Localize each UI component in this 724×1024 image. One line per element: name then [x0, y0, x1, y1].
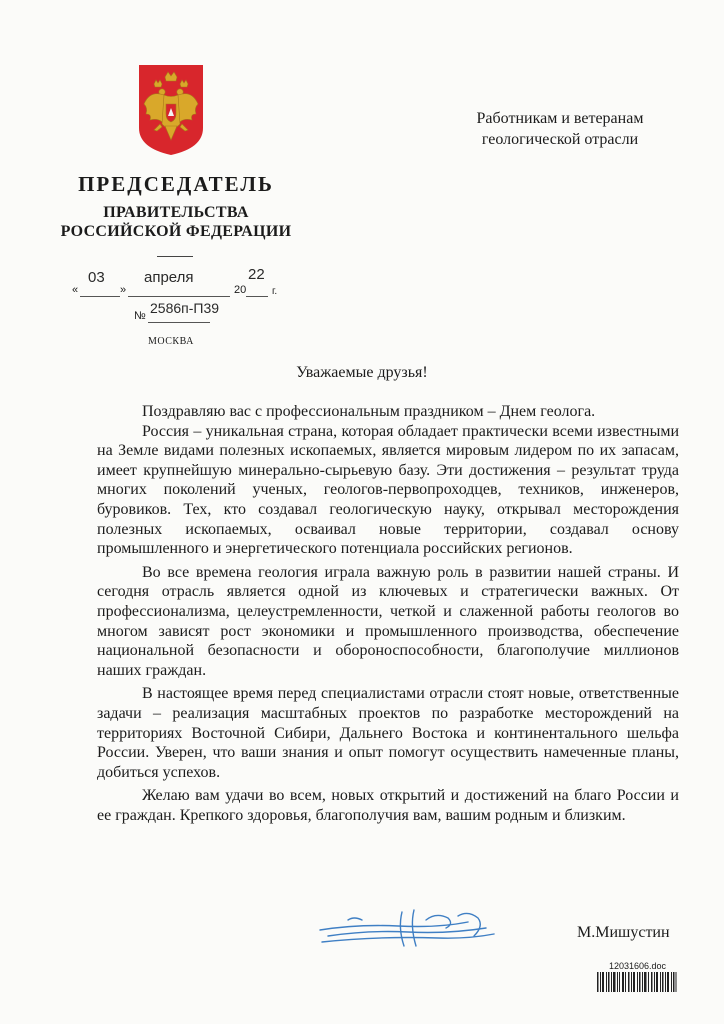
- date-day: 03: [88, 269, 105, 286]
- date-year-underline: [246, 296, 268, 297]
- date-year-abbr: г.: [272, 286, 278, 297]
- city: МОСКВА: [148, 336, 194, 347]
- paragraph-5: Желаю вам удачи во всем, новых открытий и достижений на благо России и ее граждан. Крепкого здоровья, благополучия вам, вашим родным и близким.: [97, 787, 679, 824]
- number-underline: [148, 322, 210, 323]
- date-close-quote: »: [120, 284, 127, 296]
- date-field: [70, 266, 290, 300]
- addressee-line-1: Работникам и ветеранам: [476, 110, 644, 127]
- document-code: 12031606.doc: [609, 961, 667, 971]
- document-number-field: [130, 300, 250, 324]
- date-month-underline: [128, 296, 230, 297]
- date-open-quote: «: [72, 284, 79, 296]
- paragraph-3: Во все времена геология играла важную роль в развитии нашей страны. И сегодня отрасль является одной из ключевых и стратегически важных. От профессионализма, целеустремленности, четкой и слаженной работы геологов во многом зависят рост экономики и промышленного производства, обеспечение национальной безопасности и обороноспособности, благополучие миллионов наших граждан.: [97, 563, 679, 679]
- addressee-line-2: геологической отрасли: [481, 131, 639, 148]
- paragraph-4: В настоящее время перед специалистами отрасли стоят новые, ответственные задачи – реализация масштабных проектов по разработке месторождений на территориях Восточной Сибири, Дальнего Востока и континентального шельфа России. Уверен, что ваши знания и опыт помогут осуществить намеченные планы, добиться успехов.: [97, 685, 679, 781]
- date-year: 22: [248, 266, 265, 283]
- russian-coat-of-arms-icon: [138, 64, 204, 156]
- letterhead-subtitle: [50, 203, 302, 241]
- barcode-icon: [597, 972, 677, 992]
- letterhead-title: ПРЕДСЕДАТЕЛЬ: [78, 172, 274, 196]
- signer-name: М.Мишустин: [577, 924, 670, 941]
- letter-body: [97, 402, 679, 825]
- letterhead-subtitle-line-2: РОССИЙСКОЙ ФЕДЕРАЦИИ: [60, 223, 292, 240]
- salutation: Уважаемые друзья!: [296, 364, 428, 381]
- date-month: апреля: [144, 269, 194, 286]
- date-year-prefix: 20: [234, 284, 247, 296]
- letterhead-divider: [157, 256, 193, 257]
- paragraph-2: Россия – уникальная страна, которая обладает практически всеми известными на Земле видами полезных ископаемых, является мировым лидером по их запасам, имеет крупнейшую минерально-сырьевую базу. Эти достижения – результат труда многих поколений ученых, геологов-первопроходцев, техников, инженеров, буровиков. Тех, кто создавал геологическую науку, открывал месторождения полезных ископаемых, осваивал новые территории, создавал основу промышленного и энергетического потенциала российских регионов.: [97, 422, 679, 558]
- addressee: [440, 108, 680, 150]
- number-sign: №: [134, 310, 146, 322]
- handwritten-signature-icon: [318, 906, 504, 952]
- paragraph-1: Поздравляю вас с профессиональным праздником – Днем геолога.: [142, 403, 596, 420]
- date-day-underline: [80, 296, 120, 297]
- letterhead-subtitle-line-1: ПРАВИТЕЛЬСТВА: [103, 204, 249, 221]
- document-number: 2586п-П39: [150, 300, 220, 316]
